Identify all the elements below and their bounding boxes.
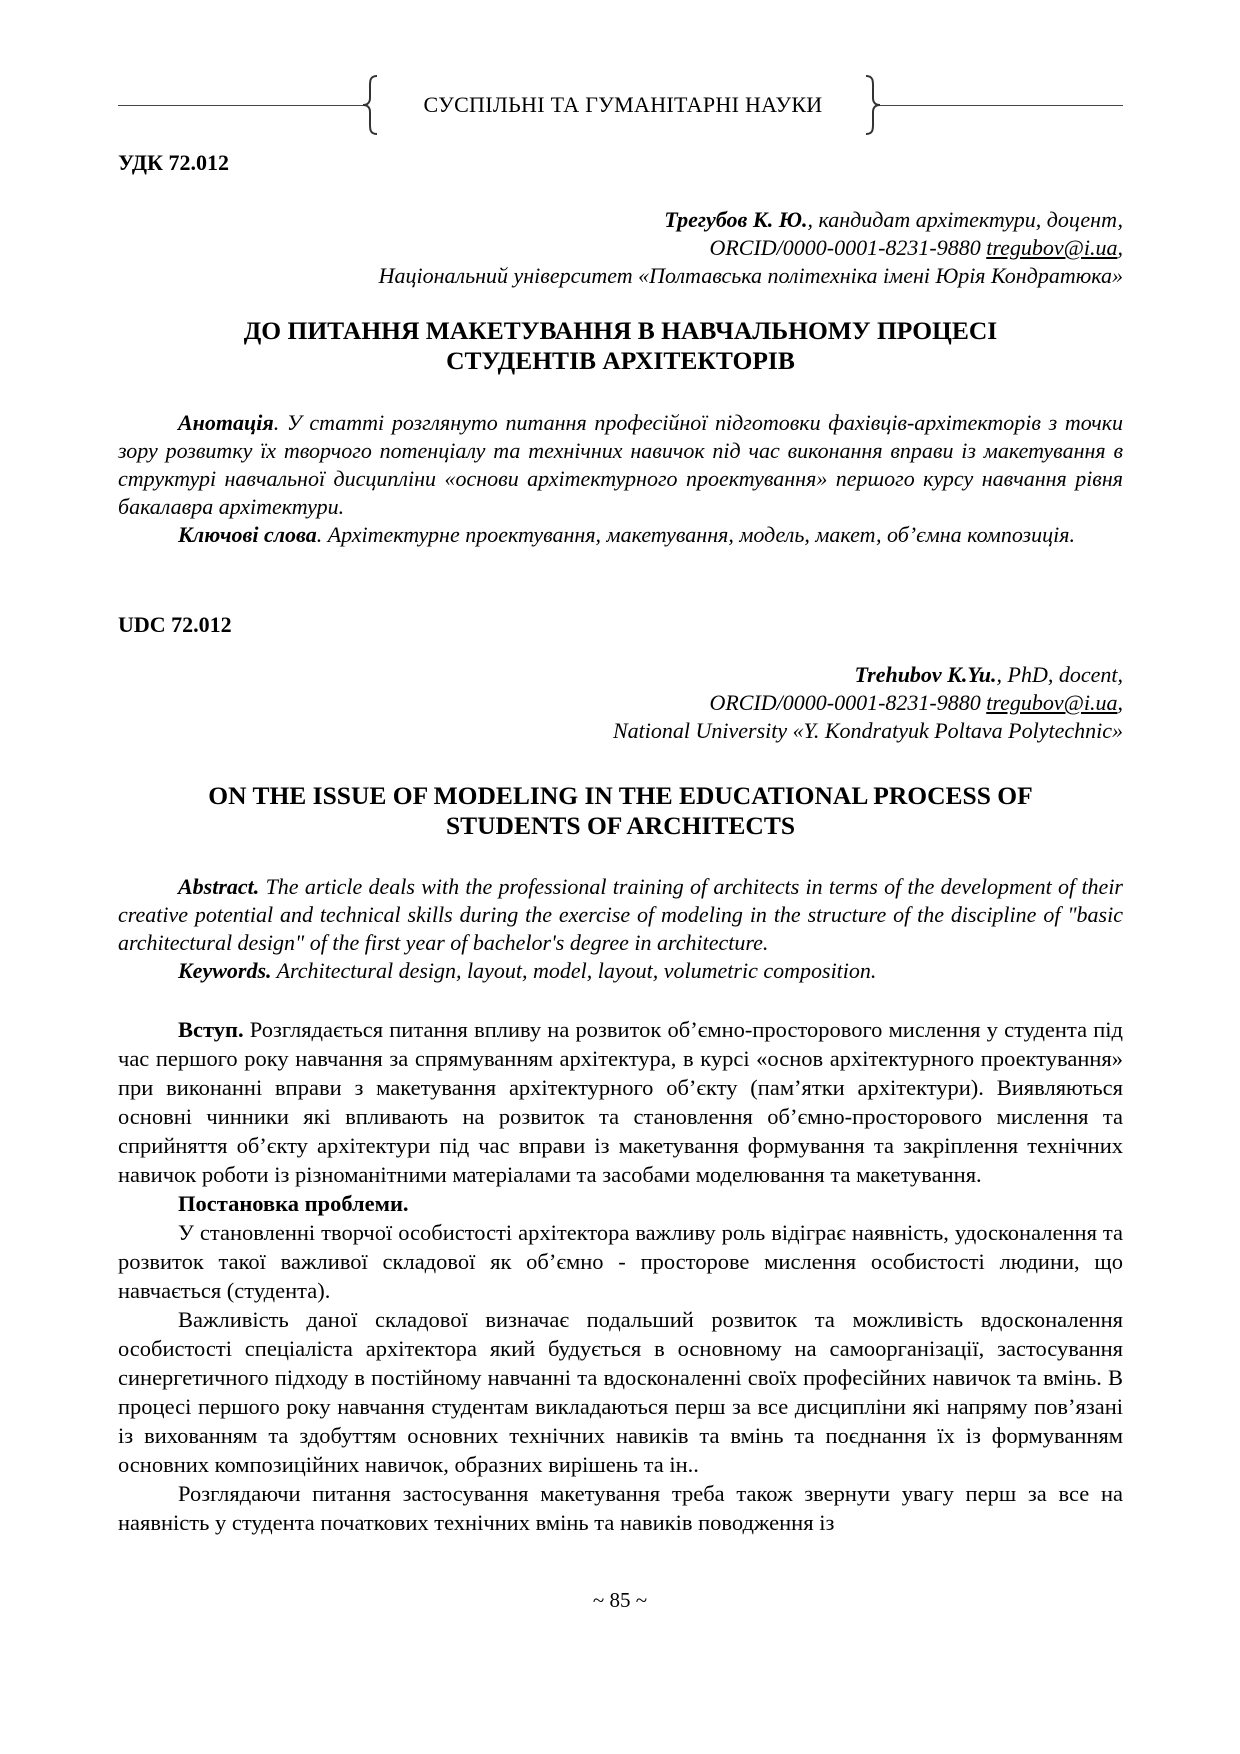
header-rule-right xyxy=(880,105,1123,106)
udc-code-ua: УДК 72.012 xyxy=(118,150,230,175)
keywords-text-ua: . Архітектурне проектування, макетування, модель, макет, об’ємна композиція. xyxy=(316,522,1075,547)
author-name-ua: Трегубов К. Ю. xyxy=(664,207,808,232)
annotation-label-ua: Анотація xyxy=(178,410,274,435)
abstract-ua xyxy=(118,409,1123,549)
abstract-text-en: The article deals with the professional training of architects in terms of the development of their creative potential and technical skills during the exercise of modeling in the structure of the discipline of "basic architectural design" of the first year of bachelor's degree in architecture. xyxy=(118,874,1123,955)
keywords-en xyxy=(118,957,1123,985)
keywords-text-en: Architectural design, layout, model, layout, volumetric composition. xyxy=(271,958,877,983)
email-suffix-ua: , xyxy=(1117,235,1123,260)
title-line-2-en: STUDENTS OF ARCHITECTS xyxy=(445,811,796,840)
title-line-1-en: ON THE ISSUE OF MODELING IN THE EDUCATIONAL PROCESS OF xyxy=(208,781,1033,810)
article-body xyxy=(118,1015,1123,1537)
right-brace-icon xyxy=(862,74,882,136)
email-link-en[interactable]: tregubov@i.ua xyxy=(986,690,1118,715)
problem-heading xyxy=(118,1189,1123,1218)
keywords-label-ua: Ключові слова xyxy=(178,522,317,547)
abstract-en xyxy=(118,873,1123,985)
keywords-ua xyxy=(118,521,1123,549)
orcid-ua: ORCID/0000-0001-8231-9880 xyxy=(709,235,981,260)
affiliation-ua: Національний університет «Полтавська політехніка імені Юрія Кондратюка» xyxy=(378,263,1123,288)
annotation-text-ua: . У статті розглянуто питання професійної підготовки фахівців-архітекторів з точки зору розвитку їх творчого потенціалу та технічних навичок під час виконання вправи із макетування в структурі навчальної дисципліни «основи архітектурного проектування» першого курсу навчання рівня бакалавра архітектури. xyxy=(118,410,1123,519)
email-suffix-en: , xyxy=(1117,690,1123,715)
intro-text: Розглядається питання впливу на розвиток об’ємно-просторового мислення у студента під час першого року навчання за спрямуванням архітектура, в курсі «основ архітектурного проектування» при виконанні вправи з макетування архітектурного об’єкту (пам’ятки архітектури). Виявляються основні чинники які впливають на розвиток та становлення об’ємно-просторового мислення та сприйняття об’єкту архітектури під час вправи із макетування формування та закріплення технічних навичок роботи із різноманітними матеріалами та засобами моделювання та макетування. xyxy=(118,1017,1123,1187)
abstract-label-en: Abstract. xyxy=(178,874,260,899)
email-link-ua[interactable]: tregubov@i.ua xyxy=(986,235,1118,260)
author-line-en xyxy=(123,661,1123,689)
running-header-title: СУСПІЛЬНІ ТА ГУМАНІТАРНІ НАУКИ xyxy=(423,92,823,117)
annotation-ua xyxy=(118,409,1123,521)
body-paragraph-1: У становленні творчої особистості архітектора важливу роль відіграє наявність, удосконалення та розвиток такої важливої складової як об’ємно - просторове мислення особистості людини, що навчається (студента). xyxy=(118,1220,1123,1303)
article-title-en xyxy=(118,781,1123,841)
title-line-2-ua: СТУДЕНТІВ АРХІТЕКТОРІВ xyxy=(446,346,795,375)
udc-code-en: UDC 72.012 xyxy=(118,612,232,637)
page-number: ~ 85 ~ xyxy=(592,1588,648,1612)
running-header xyxy=(118,70,1123,136)
intro-paragraph xyxy=(118,1015,1123,1189)
orcid-line-ua xyxy=(123,234,1123,262)
orcid-line-en xyxy=(123,689,1123,717)
author-block-ua xyxy=(123,206,1123,290)
body-paragraph-2: Важливість даної складової визначає подальший розвиток та можливість вдосконалення особистості спеціаліста архітектора який будується в основному на самоорганізації, застосування синергетичного підходу в постійному навчанні та вдосконаленні своїх професійних навичок та вмінь. В процесі першого року навчання студентам викладаються перш за все дисципліни які напряму пов’язані із вихованням та здобуттям основних технічних навиків та вмінь та поєднання їх із формуванням основних композиційних навичок, образних вирішень та ін.. xyxy=(118,1307,1123,1477)
orcid-en: ORCID/0000-0001-8231-9880 xyxy=(709,690,981,715)
author-name-en: Trehubov K.Yu. xyxy=(854,662,997,687)
title-line-1-ua: ДО ПИТАННЯ МАКЕТУВАННЯ В НАВЧАЛЬНОМУ ПРОЦЕСІ xyxy=(243,316,998,345)
keywords-label-en: Keywords. xyxy=(178,958,272,983)
left-brace-icon xyxy=(361,74,381,136)
affiliation-en: National University «Y. Kondratyuk Poltava Polytechnic» xyxy=(612,718,1123,743)
header-rule-left xyxy=(118,105,366,106)
problem-heading-text: Постановка проблеми. xyxy=(178,1191,409,1216)
author-title-en: , PhD, docent, xyxy=(996,662,1123,687)
abstract-paragraph-en xyxy=(118,873,1123,957)
author-block-en xyxy=(123,661,1123,745)
author-line-ua xyxy=(123,206,1123,234)
body-paragraph-3: Розглядаючи питання застосування макетування треба також звернути увагу перш за все на наявність у студента початкових технічних вмінь та навиків поводження із xyxy=(118,1481,1123,1535)
author-title-ua: , кандидат архітектури, доцент, xyxy=(807,207,1123,232)
intro-label: Вступ. xyxy=(178,1017,244,1042)
article-title-ua xyxy=(118,316,1123,376)
